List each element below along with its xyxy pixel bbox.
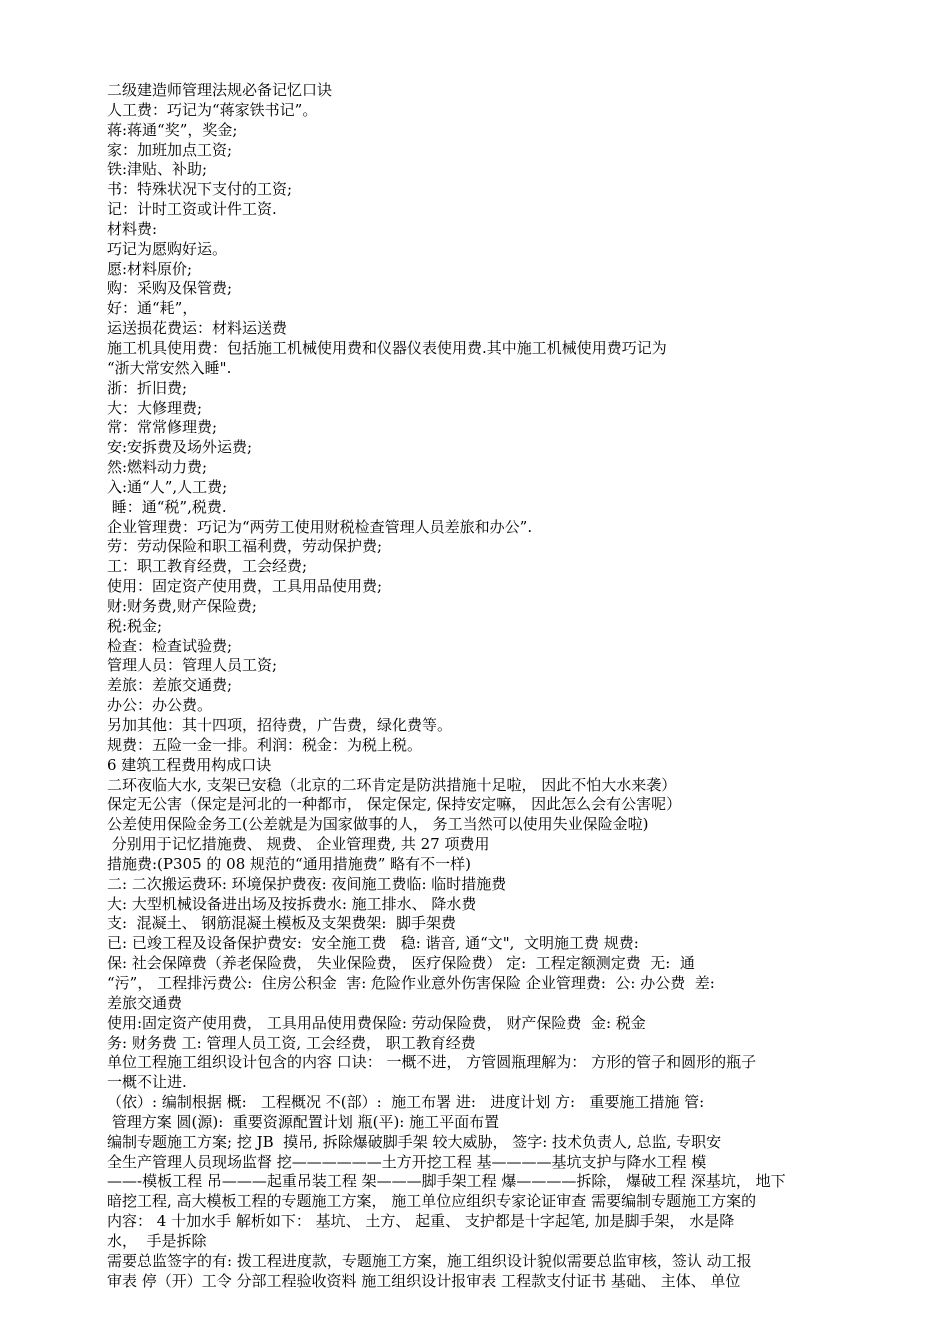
text-line: 购：采购及保管费; <box>107 279 233 298</box>
text-line: 好：通“耗”， <box>107 299 198 318</box>
text-line: “污”， 工程排污费公: 住房公积金 害: 危险作业意外伤害保险 企业管理费: 公: 办公费 差: <box>107 973 715 992</box>
text-line: 办公：办公费。 <box>107 696 213 715</box>
text-line: 公差使用保险金务工(公差就是为国家做事的人， 务工当然可以使用失业保险金啦) <box>107 815 649 834</box>
text-line: 暗挖工程, 高大模板工程的专题施工方案， 施工单位应组织专家论证审查 需要编制专题施工方案的 <box>107 1192 757 1211</box>
text-line: 劳：劳动保险和职工福利费，劳动保护费; <box>107 537 383 556</box>
text-line: 蒋:蒋通“奖”，奖金; <box>107 120 238 139</box>
text-line: 审表 停（开）工令 分部工程验收资料 施工组织设计报审表 工程款支付证书 基础、 主体、 单位 <box>107 1271 741 1290</box>
text-line: 保: 社会保障费（养老保险费， 失业保险费， 医疗保险费） 定: 工程定额测定费 无: 通 <box>107 954 695 973</box>
text-line: 编制专题施工方案; 挖 JB 摸吊, 拆除爆破脚手架 较大威胁， 签字: 技术负责人, 总监, 专职安 <box>107 1132 722 1151</box>
text-line: 书：特殊状况下支付的工资; <box>107 180 293 199</box>
text-line: 一概不让进. <box>107 1073 187 1092</box>
text-line: 管理人员：管理人员工资; <box>107 656 278 675</box>
text-line: 巧记为愿购好运。 <box>107 239 228 258</box>
text-line: 记：计时工资或计件工资. <box>107 200 277 219</box>
text-line: 运送损花费运：材料运送费 <box>107 319 288 338</box>
text-line: 财:财务费,财产保险费; <box>107 596 257 615</box>
text-line: 常：常常修理费; <box>107 418 218 437</box>
text-line: 水， 手是拆除 <box>107 1231 207 1250</box>
text-line: 另加其他：其十四项，招待费，广告费，绿化费等。 <box>107 716 453 734</box>
text-line: 保定无公害（保定是河北的一种都市， 保定保定, 保持安定嘛， 因此怎么会有公害呢） <box>107 795 682 814</box>
text-line: 规费：五险一金一排。利润：税金：为税上税。 <box>107 735 423 754</box>
text-line: “浙大常安然入睡". <box>107 358 232 377</box>
text-line: 支: 混凝土、 钢筋混凝土模板及支架费架: 脚手架费 <box>107 914 456 933</box>
text-line: 务: 财务费 工: 管理人员工资, 工会经费， 职工教育经费 <box>107 1033 476 1052</box>
text-line: 铁:津贴、补助; <box>107 160 208 179</box>
text-line: 愿:材料原价; <box>107 259 193 278</box>
text-line: 内容： 4 十加水手 解析如下： 基坑、 土方、 起重、 支护都是十字起笔, 加是脚手架， 水是降 <box>107 1212 735 1231</box>
text-line: 大：大修理费; <box>107 398 203 417</box>
text-line: 需要总监签字的有: 拨工程进度款，专题施工方案，施工组织设计貌似需要总监审核，签认 动工报 <box>107 1251 752 1270</box>
text-line: 二环夜临大水, 支架已安稳（北京的二环肯定是防洪措施十足啦， 因此不怕大水来袭） <box>107 775 677 794</box>
text-line: 检查：检查试验费; <box>107 636 233 655</box>
text-line: 单位工程施工组织设计包含的内容 口诀： 一概不进， 方管圆瓶理解为： 方形的管子和圆形的瓶子 <box>107 1053 757 1072</box>
text-line: 大: 大型机械设备进出场及按拆费水: 施工排水、 降水费 <box>107 894 477 913</box>
text-line: 措施费:(P305 的 08 规范的“通用措施费” 略有不一样) <box>107 854 471 873</box>
text-line: ——-模板工程 吊———起重吊装工程 架———脚手架工程 爆————拆除， 爆破工程 深基坑， 地下 <box>107 1172 786 1191</box>
text-line: 然:燃料动力费; <box>107 458 208 477</box>
text-line: 睡：通“税”,税费. <box>107 497 227 516</box>
text-line: 安:安拆费及场外运费; <box>107 438 253 457</box>
text-line: 施工机具使用费：包括施工机械使用费和仪器仪表使用费.其中施工机械使用费巧记为 <box>107 338 667 357</box>
text-line: 已: 已竣工程及设备保护费安: 安全施工费 稳: 谐音, 通“文", 文明施工费 规费: <box>107 934 639 953</box>
text-line: 入:通“人”,人工费; <box>107 477 228 496</box>
text-line: 管理方案 圆(源): 重要资源配置计划 瓶(平): 施工平面布置 <box>107 1112 500 1131</box>
text-line: 使用：固定资产使用费，工具用品使用费; <box>107 577 383 596</box>
text-line: 材料费: <box>107 219 158 238</box>
text-line: 税:税金; <box>107 616 163 635</box>
text-line: 浙：折旧费; <box>107 378 188 397</box>
text-line: 人工费：巧记为“蒋家铁书记”。 <box>107 100 318 119</box>
text-line: 全生产管理人员现场监督 挖——————土方开挖工程 基————基坑支护与降水工程 模 <box>107 1152 707 1171</box>
text-line: 二级建造师管理法规必备记忆口诀 <box>107 81 333 99</box>
text-line: 家：加班加点工资; <box>107 140 233 159</box>
text-line: 6 建筑工程费用构成口诀 <box>107 755 272 774</box>
text-line: 分别用于记忆措施费、 规费、 企业管理费, 共 27 项费用 <box>107 835 490 854</box>
text-line: 差旅：差旅交通费; <box>107 676 233 695</box>
text-line: 工：职工教育经费，工会经费; <box>107 557 308 576</box>
text-line: 差旅交通费 <box>107 993 183 1012</box>
text-line: （依）: 编制根据 概: 工程概况 不(部）: 施工布署 进: 进度计划 方: 重要施工措施 管: <box>107 1093 705 1112</box>
text-line: 二: 二次搬运费环: 环境保护费夜: 夜间施工费临: 临时措施费 <box>107 874 507 893</box>
text-line: 企业管理费：巧记为“两劳工使用财税检查管理人员差旅和办公”. <box>107 517 533 536</box>
text-line: 使用:固定资产使用费， 工具用品使用费保险: 劳动保险费， 财产保险费 金: 税金 <box>107 1013 646 1032</box>
